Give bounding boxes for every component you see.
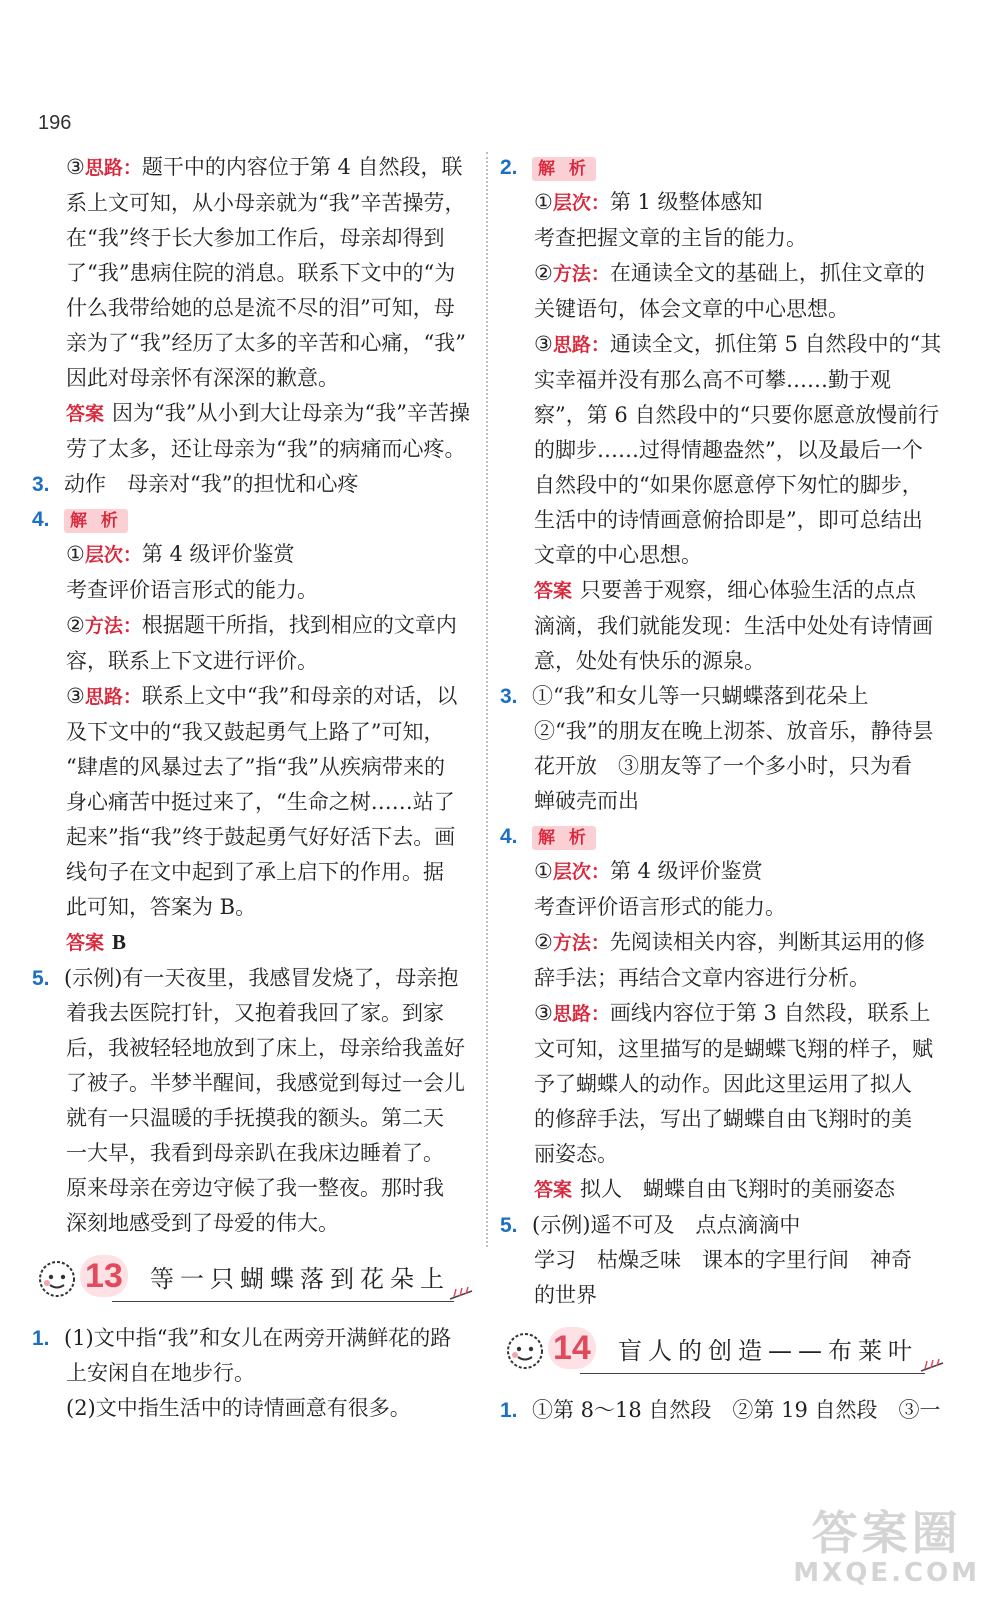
left-column bbox=[32, 150, 474, 1426]
text-line: 什么我带给她的总是流不尽的泪”可知，母 bbox=[66, 296, 455, 320]
text-line: 一大早，我看到母亲趴在我床边睡着了。 bbox=[66, 1141, 444, 1165]
text-line: 考查把握文章的主旨的能力。 bbox=[534, 226, 807, 250]
text-line: 生活中的诗情画意俯拾即是”，即可总结出 bbox=[534, 508, 923, 532]
silu-label: 思路： bbox=[552, 1003, 610, 1025]
text-line: 身心痛苦中挺过来了，“生命之树……站了 bbox=[66, 790, 455, 814]
title-rule bbox=[112, 1301, 454, 1302]
page-number: 196 bbox=[38, 112, 72, 134]
text-line: 考查评价语言形式的能力。 bbox=[534, 895, 786, 919]
answer-line: 答案 B bbox=[66, 930, 127, 954]
level-label: 层次： bbox=[552, 192, 610, 214]
mascot-icon bbox=[34, 1255, 80, 1301]
text-line: 就有一只温暖的手抚摸我的额头。第二天 bbox=[66, 1106, 444, 1130]
text-line: 了被子。半梦半醒间，我感觉到每过一会儿 bbox=[66, 1071, 465, 1095]
text-line: 的世界 bbox=[534, 1283, 597, 1307]
text-line: 实幸福并没有那么高不可攀……勤于观 bbox=[534, 368, 891, 392]
lesson-13-header bbox=[32, 1249, 474, 1311]
lesson14-question-1: 1. ①第 8～18 自然段 ②第 19 自然段 ③一 bbox=[500, 1398, 941, 1422]
lesson-number: 14 bbox=[548, 1327, 596, 1369]
silu-label: 思路： bbox=[84, 686, 142, 708]
lesson13-question-1: 1. (1)文中指“我”和女儿在两旁开满鲜花的路 bbox=[32, 1326, 452, 1350]
text-line: 了“我”患病住院的消息。联系下文中的“为 bbox=[66, 261, 456, 285]
text-line: 着我去医院打针，又抱着我回了家。到家 bbox=[66, 1001, 444, 1025]
question-5: 5. (示例)遥不可及 点点滴滴中 bbox=[500, 1213, 801, 1237]
lesson-title: 盲人的创造——布莱叶 bbox=[618, 1337, 918, 1365]
sparkle-icon bbox=[448, 1285, 474, 1301]
text-line: 后，我被轻轻地放到了床上，母亲给我盖好 bbox=[66, 1036, 465, 1060]
text-line: 自然段中的“如果你愿意停下匆忙的脚步， bbox=[534, 473, 923, 497]
question-3: 3. 动作 母亲对“我”的担忧和心疼 bbox=[32, 472, 359, 496]
analysis-badge: 解 析 bbox=[532, 826, 596, 850]
answer-line: 答案 只要善于观察，细心体验生活的点点 bbox=[534, 578, 917, 602]
question-4-header: 4. 解 析 bbox=[32, 502, 474, 537]
method-label: 方法： bbox=[84, 615, 142, 637]
text-line: 容，联系上下文进行评价。 bbox=[66, 649, 318, 673]
mascot-icon bbox=[502, 1327, 548, 1373]
text-line: 系上文可知，从小母亲就为“我”辛苦操劳， bbox=[66, 191, 466, 215]
level-label: 层次： bbox=[84, 544, 142, 566]
text-line: ②“我”的朋友在晚上沏茶、放音乐，静待昙 bbox=[534, 719, 934, 743]
text-line: 的修辞手法，写出了蝴蝶自由飞翔时的美 bbox=[534, 1107, 912, 1131]
sparkle-icon bbox=[919, 1357, 945, 1373]
lesson-14-header bbox=[500, 1321, 945, 1383]
text-line: 察”，第 6 自然段中的“只要你愿意放慢前行 bbox=[534, 403, 940, 427]
question-3: 3. ①“我”和女儿等一只蝴蝶落到花朵上 bbox=[500, 684, 869, 708]
text-line: ③思路：题干中的内容位于第 4 自然段，联 bbox=[66, 155, 463, 179]
text-line: 亲为了“我”经历了太多的辛苦和心痛，“我” bbox=[66, 331, 466, 355]
answer-line: 答案 拟人 蝴蝶自由飞翔时的美丽姿态 bbox=[534, 1177, 896, 1201]
question-2-header: 2. 解 析 bbox=[500, 150, 945, 185]
text-line: 劳了太多，还让母亲为“我”的病痛而心疼。 bbox=[66, 437, 466, 461]
text-line: 学习 枯燥乏味 课本的字里行间 神奇 bbox=[534, 1248, 912, 1272]
title-rule bbox=[580, 1373, 925, 1374]
text-line: 蝉破壳而出 bbox=[534, 789, 639, 813]
text-line: 起来”指“我”终于鼓起勇气好好活下去。画 bbox=[66, 825, 456, 849]
text-line: 因此对母亲怀有深深的歉意。 bbox=[66, 366, 339, 390]
text-line: 的脚步……过得情趣盎然”，以及最后一个 bbox=[534, 438, 923, 462]
method-label: 方法： bbox=[552, 263, 610, 285]
text-line: 辞手法；再结合文章内容进行分析。 bbox=[534, 966, 870, 990]
text-line: 考查评价语言形式的能力。 bbox=[66, 578, 318, 602]
text-line: 关键语句，体会文章的中心思想。 bbox=[534, 297, 849, 321]
text-line: 原来母亲在旁边守候了我一整夜。那时我 bbox=[66, 1176, 444, 1200]
text-line: 深刻地感受到了母爱的伟大。 bbox=[66, 1211, 339, 1235]
method-line: ②方法：在通读全文的基础上，抓住文章的 bbox=[534, 261, 925, 285]
method-label: 方法： bbox=[552, 932, 610, 954]
analysis-badge: 解 析 bbox=[532, 157, 596, 181]
column-divider bbox=[486, 152, 488, 1247]
text-line: 线句子在文中起到了承上启下的作用。据 bbox=[66, 860, 444, 884]
answer-label: 答案 bbox=[534, 1179, 573, 1201]
method-line: ②方法：先阅读相关内容，判断其运用的修 bbox=[534, 930, 925, 954]
answer-label: 答案 bbox=[534, 580, 573, 602]
text-line: (2)文中指生活中的诗情画意有很多。 bbox=[66, 1396, 411, 1420]
silu-line: ③思路：通读全文，抓住第 5 自然段中的“其 bbox=[534, 332, 942, 356]
level-line: ①层次：第 4 级评价鉴赏 bbox=[66, 542, 295, 566]
answer-label: 答案 bbox=[66, 932, 105, 954]
level-label: 层次： bbox=[552, 861, 610, 883]
text-line: 意，处处有快乐的源泉。 bbox=[534, 649, 765, 673]
text-line: 予了蝴蝶人的动作。因此这里运用了拟人 bbox=[534, 1072, 912, 1096]
silu-line: ③思路：画线内容位于第 3 自然段，联系上 bbox=[534, 1001, 931, 1025]
text-line: 上安闲自在地步行。 bbox=[66, 1361, 255, 1385]
text-line: 花开放 ③朋友等了一个多小时，只为看 bbox=[534, 754, 912, 778]
question-5: 5. (示例)有一天夜里，我感冒发烧了，母亲抱 bbox=[32, 966, 459, 990]
text-line: 及下文中的“我又鼓起勇气上路了”可知， bbox=[66, 720, 445, 744]
text-line: 丽姿态。 bbox=[534, 1142, 618, 1166]
lesson-number: 13 bbox=[80, 1255, 128, 1297]
question-4-header: 4. 解 析 bbox=[500, 819, 945, 854]
level-line: ①层次：第 1 级整体感知 bbox=[534, 190, 763, 214]
text-line: 在“我”终于长大参加工作后，母亲却得到 bbox=[66, 226, 445, 250]
text-line: “肆虐的风暴过去了”指“我”从疾病带来的 bbox=[66, 755, 445, 779]
text-line: 文章的中心思想。 bbox=[534, 543, 702, 567]
lesson-title: 等一只蝴蝶落到花朵上 bbox=[150, 1265, 450, 1293]
silu-line: ③思路：联系上文中“我”和母亲的对话，以 bbox=[66, 684, 458, 708]
watermark-logo: 答案圈 MXQE.COM bbox=[793, 1506, 980, 1588]
answer-line: 答案 因为“我”从小到大让母亲为“我”辛苦操 bbox=[66, 401, 470, 425]
silu-label: 思路： bbox=[84, 157, 142, 179]
method-line: ②方法：根据题干所指，找到相应的文章内 bbox=[66, 613, 457, 637]
level-line: ①层次：第 4 级评价鉴赏 bbox=[534, 859, 763, 883]
text-line: 此可知，答案为 B。 bbox=[66, 895, 257, 919]
text-line: 滴滴，我们就能发现：生活中处处有诗情画 bbox=[534, 614, 933, 638]
answer-label: 答案 bbox=[66, 403, 105, 425]
text-line: 文可知，这里描写的是蝴蝶飞翔的样子，赋 bbox=[534, 1037, 933, 1061]
analysis-badge: 解 析 bbox=[64, 509, 128, 533]
silu-label: 思路： bbox=[552, 334, 610, 356]
right-column bbox=[500, 150, 945, 1428]
